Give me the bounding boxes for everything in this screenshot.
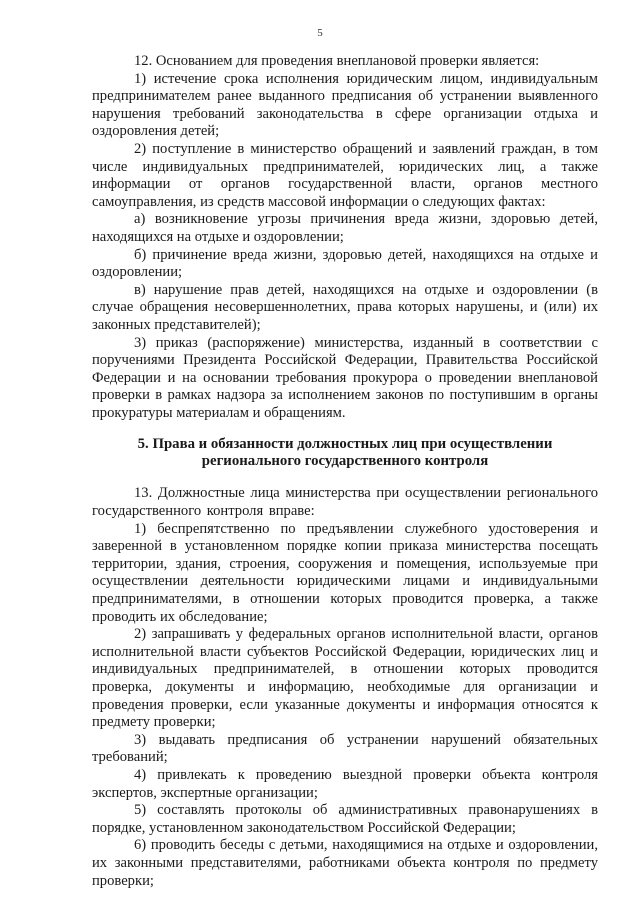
paragraph-13-item-2: 2) запрашивать у федеральных органов исполнительной власти, органов исполнительной власти субъектов Российской Федерации, юридических лиц и индивидуальных предпринимателей, в отношении которых проводится проверка, документы и информацию, необходимые для организации и проведения проверки, если указанные документы и информация относятся к предмету проверки; — [92, 626, 598, 731]
paragraph-12-item-2c: в) нарушение прав детей, находящихся на отдыхе и оздоровлении (в случае обращения несовершеннолетних, права которых нарушены, и (или) их законных представителей); — [92, 281, 598, 333]
paragraph-12: 12. Основанием для проведения внеплановой проверки является: — [134, 53, 540, 69]
paragraph-13-item-4: 4) привлекать к проведению выездной проверки объекта контроля экспертов, экспертные организации; — [92, 766, 598, 801]
paragraph-12-item-1: 1) истечение срока исполнения юридическим лицом, индивидуальным предпринимателем ранее выданного предписания об устранении выявленного нарушения требований законодательства в сфере организации отдыха и оздоровления детей; — [92, 70, 598, 140]
paragraph-13-item-6: 6) проводить беседы с детьми, находящимися на отдыхе и оздоровлении, их законными представителями, работниками объекта контроля по предмету проверки; — [92, 837, 598, 889]
paragraph-13-item-3: 3) выдавать предписания об устранении нарушений обязательных требований; — [92, 731, 598, 766]
section-heading-line-2: регионального государственного контроля — [201, 452, 489, 469]
paragraph-12-item-3: 3) приказ (распоряжение) министерства, изданный в соответствии с поручениями Президента Российской Федерации, Правительства Российской Федерации и на основании требования прокурора о проведении внеплановой проверки в рамках надзора за исполнением законов по поступившим в органы прокуратуры материалам и обращениям. — [92, 334, 598, 421]
paragraph-13-item-5: 5) составлять протоколы об административных правонарушениях в порядке, установленном законодательством Российской Федерации; — [92, 802, 598, 836]
section-heading-line-1: 5. Права и обязанности должностных лиц при осуществлении — [137, 436, 553, 453]
paragraph-12-item-2: 2) поступление в министерство обращений и заявлений граждан, в том числе индивидуальных предпринимателей, юридических лиц, а также информации от органов государственной власти, органов местного самоуправления, из средств массовой информации о следующих фактах: — [92, 140, 598, 210]
paragraph-13-item-1: 1) беспрепятственно по предъявлении служебного удостоверения и заверенной в установленном порядке копии приказа министерства посещать территории, здания, строения, сооружения и помещения, используемые при осуществлении деятельности юридическими лицами и индивидуальными предпринимателями, в отношении которых проводится проверка, а также проводить их обследование; — [92, 520, 598, 625]
page-number: 5 — [317, 27, 323, 39]
section-heading — [92, 436, 598, 469]
document-body — [92, 53, 598, 890]
paragraph-12-item-2b: б) причинение вреда жизни, здоровью детей, находящихся на отдыхе и оздоровлении; — [92, 246, 598, 281]
paragraph-13: 13. Должностные лица министерства при осуществлении регионального государственного контроля вправе: — [92, 485, 598, 520]
paragraph-12-item-2a: а) возникновение угрозы причинения вреда жизни, здоровью детей, находящихся на отдыхе и оздоровлении; — [92, 211, 598, 245]
